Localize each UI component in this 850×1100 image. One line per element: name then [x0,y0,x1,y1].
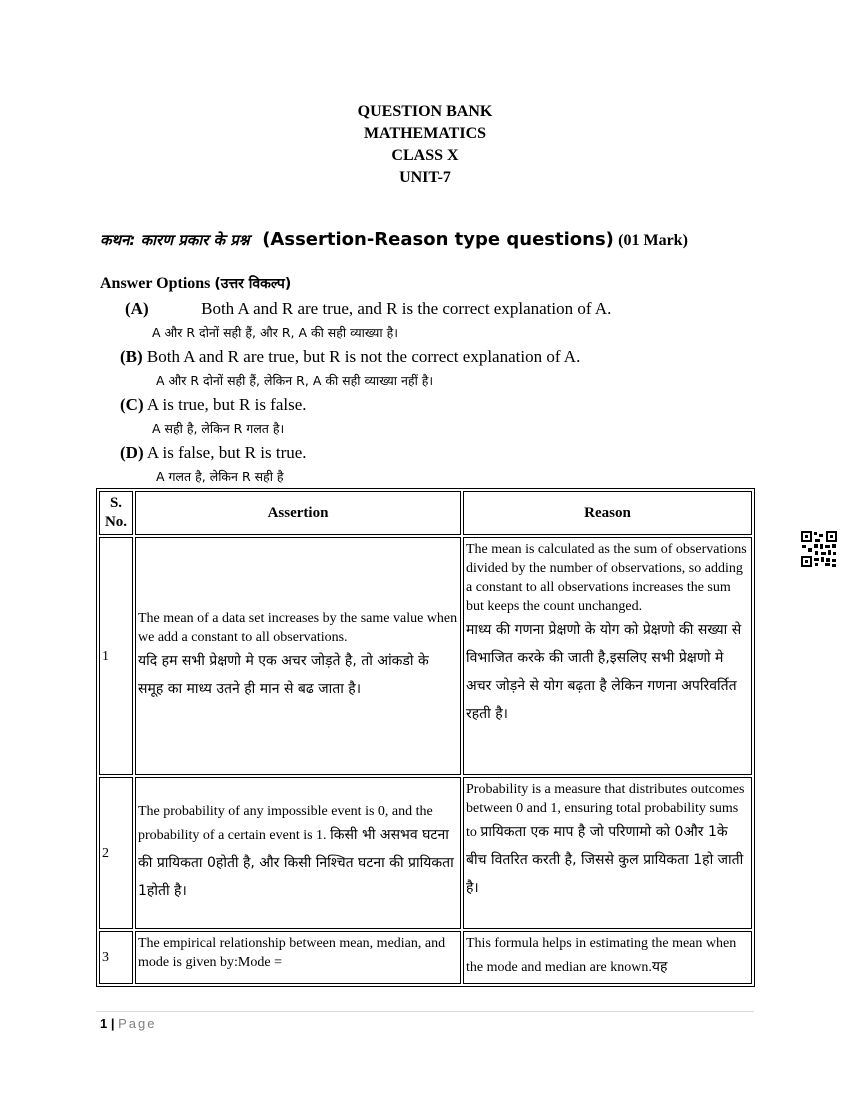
option-text: A is true, but R is false. [146,395,307,414]
reason-hindi: माध्य की गणना प्रेक्षणो के योग को प्रेक्षणो की सख्या से विभाजित करके की जाती है,इसलिए सभी प्रेक्षणो मे अचर जोड़ने से योग बढ़ता है लेकिन गणना अपरिवर्तित रहती है। [466,622,742,722]
table-row [99,537,752,775]
section-heading [100,229,760,250]
assertion-hindi: यदि हम सभी प्रेक्षणो मे एक अचर जोड़ते है, तो आंकडो के समूह का माध्य उतने ही मान से बढ जाता है। [138,653,429,697]
reason-english: The mean is calculated as the sum of observations divided by the number of observations, so adding a constant to all observations increases the sum but keeps the count unchanged. [466,542,747,614]
page-number: 1 [100,1016,108,1031]
reason-hindi: यह [651,959,668,975]
assertion-english: The empirical relationship between mean, median, and mode is given by:Mode = [138,936,446,970]
option-c-hindi: A सही है, लेकिन R गलत है। [152,421,285,436]
section-heading-english: (Assertion-Reason type questions) [262,229,614,250]
option-c [120,395,307,415]
reason-hindi: प्रायिकता एक माप है जो परिणामो को 0और 1के बीच वितरित करती है, जिससे कुल प्रायिकता 1हो जाती है। [466,824,744,896]
answer-options-title: Answer Options (उत्तर विकल्प) [100,275,292,292]
option-label: (B) [120,347,143,366]
table-header-row [99,491,752,535]
table-row [99,931,752,984]
document-header [0,101,850,189]
table-row [99,777,752,929]
option-text: Both A and R are true, and R is the correct explanation of A. [201,299,612,318]
reason-english: This formula helps in estimating the mean when the mode and median are known. [466,936,737,975]
footer-divider [96,1011,754,1012]
row-sno: 3 [99,931,133,984]
qr-code-icon [800,530,838,568]
assertion-english: The probability of any impossible event is 0, and the probability of a certain event is 1. [138,803,433,843]
assertion-english: The mean of a data set increases by the same value when we add a constant to all observations. [138,611,458,645]
section-heading-hindi: कथन: कारण प्रकार के प्रश्न [100,231,250,249]
option-d [120,443,307,463]
header-reason: Reason [463,491,752,535]
option-text: A is false, but R is true. [146,443,307,462]
row-assertion [135,777,461,929]
header-subject: MATHEMATICS [363,125,487,142]
section-marks: (01 Mark) [618,232,688,249]
answer-options-title-hindi: (उत्तर विकल्प) [214,276,292,292]
row-assertion [135,537,461,775]
row-sno: 2 [99,777,133,929]
header-class: CLASS X [391,147,459,164]
option-text: Both A and R are true, but R is not the correct explanation of A. [146,347,581,366]
option-b-hindi: A और R दोनों सही हैं, लेकिन R, A की सही व्याख्या नहीं है। [156,373,434,388]
reason-english: Probability is a measure that distributes outcomes between 0 and 1, ensuring total probability sums to [466,782,745,840]
row-reason [463,777,752,929]
question-table [96,488,755,987]
page-word: Page [118,1016,157,1031]
option-label: (D) [120,443,144,462]
option-label: (C) [120,395,144,414]
header-assertion: Assertion [135,491,461,535]
option-label: (A) [125,299,149,318]
row-reason [463,931,752,984]
header-title: QUESTION BANK [357,103,493,120]
assertion-hindi: किसी भी असभव घटना की प्रायिकता 0होती है, और किसी निश्चित घटना की प्रायिकता 1होती है। [138,826,454,899]
option-a [125,299,611,319]
header-sno: S. No. [99,491,133,535]
row-assertion [135,931,461,984]
option-a-hindi: A और R दोनों सही हैं, और R, A की सही व्याख्या है। [152,325,399,340]
footer-separator: | [110,1016,115,1031]
option-d-hindi: A गलत है, लेकिन R सही है [156,469,284,484]
header-unit: UNIT-7 [399,169,451,186]
option-b [120,347,580,367]
row-reason [463,537,752,775]
page-footer [100,1016,157,1031]
row-sno: 1 [99,537,133,775]
